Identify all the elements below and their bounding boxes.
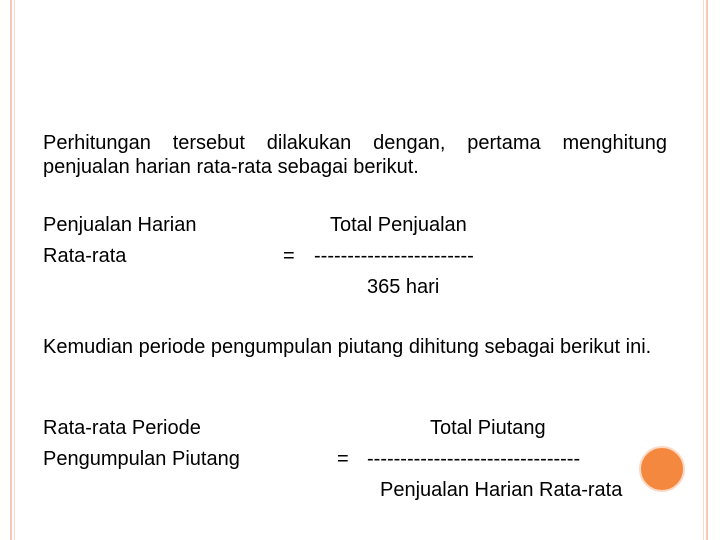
- right-border-line: [706, 0, 708, 540]
- formula2-numerator: Total Piutang: [430, 417, 546, 439]
- middle-paragraph: Kemudian periode pengumpulan piutang dihitung sebagai berikut ini.: [43, 336, 652, 358]
- formula2-label-line2: Pengumpulan Piutang: [43, 448, 240, 470]
- right-border-inner-line: [703, 0, 704, 540]
- formula2-denominator: Penjualan Harian Rata-rata: [380, 479, 623, 501]
- formula1-label-line2: Rata-rata: [43, 245, 127, 267]
- decorative-circle: [639, 446, 685, 492]
- formula1-label-line1: Penjualan Harian: [43, 214, 197, 236]
- intro-paragraph: Perhitungan tersebut dilakukan dengan, pertama menghitung penjualan harian rata-rata sebagai berikut.: [43, 132, 667, 178]
- formula1-denominator: 365 hari: [367, 276, 440, 298]
- left-border-inner-line: [14, 0, 15, 540]
- formula1-numerator: Total Penjualan: [330, 214, 467, 236]
- formula1-fraction-bar: ------------------------: [314, 245, 474, 267]
- left-border-line: [10, 0, 12, 540]
- formula2-fraction-bar: --------------------------------: [367, 448, 581, 470]
- formula1-equals: =: [283, 245, 295, 267]
- formula2-label-line1: Rata-rata Periode: [43, 417, 201, 439]
- formula2-equals: =: [337, 448, 349, 470]
